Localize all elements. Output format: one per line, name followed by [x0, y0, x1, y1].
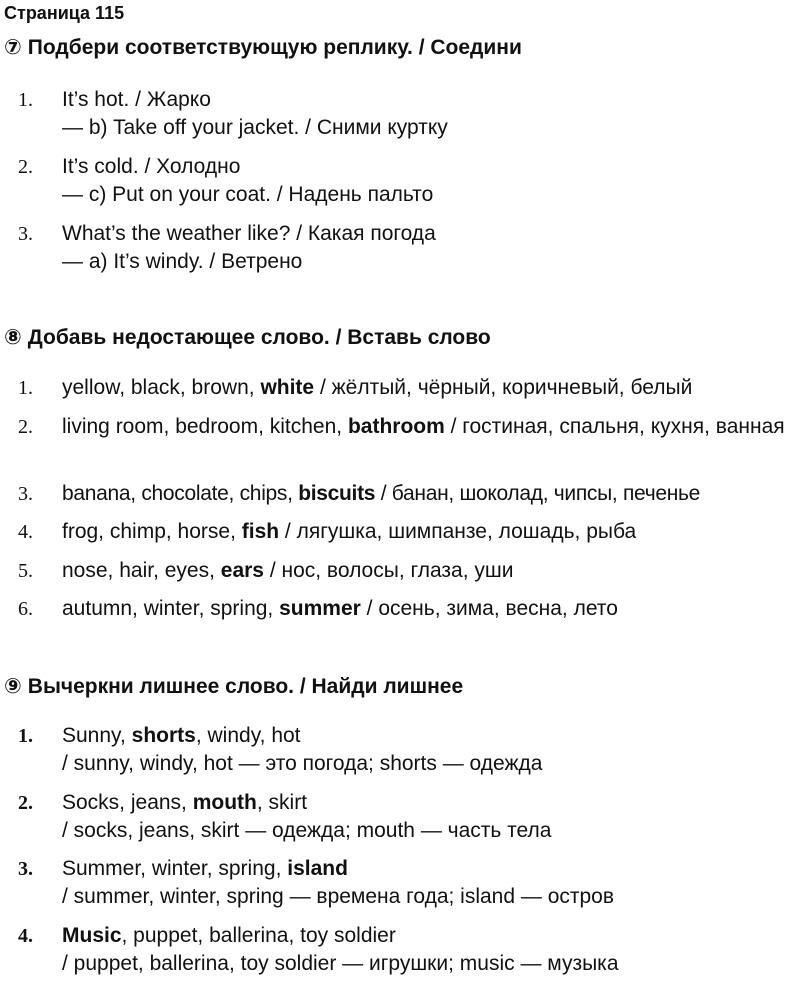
- list-item: [62, 480, 800, 508]
- list-item: [62, 922, 800, 978]
- odd-word: Music: [62, 924, 122, 947]
- list-item: [62, 153, 800, 209]
- answer-word: summer: [279, 597, 361, 620]
- item-text: Sunny,: [62, 724, 132, 747]
- answer-word: biscuits: [298, 482, 376, 505]
- odd-word: mouth: [192, 791, 257, 814]
- item-text: Socks, jeans,: [62, 791, 193, 814]
- item-marker: 4.: [18, 521, 33, 543]
- item-translation: / нос, волосы, глаза, уши: [263, 559, 514, 582]
- section-9-heading: [4, 674, 463, 699]
- list-item: [62, 789, 800, 845]
- item-marker: 1.: [18, 89, 33, 111]
- list-item: [62, 722, 800, 778]
- section-title: Добавь недостающее слово. / Вставь слово: [27, 326, 491, 349]
- section-title: Вычеркни лишнее слово. / Найди лишнее: [27, 675, 464, 698]
- list-item: [62, 374, 800, 402]
- item-text-rest: , windy, hot: [195, 724, 301, 747]
- answer-word: white: [260, 376, 315, 399]
- item-answer: — b) Take off your jacket. / Сними куртку: [62, 116, 448, 139]
- list-item: [62, 518, 800, 546]
- item-explanation: / socks, jeans, skirt — одежда; mouth — часть тела: [62, 819, 552, 842]
- item-text: frog, chimp, horse,: [62, 520, 242, 543]
- odd-word: island: [287, 857, 348, 880]
- answer-word: bathroom: [347, 415, 445, 438]
- item-text: Summer, winter, spring,: [62, 857, 288, 880]
- list-item: [62, 595, 800, 623]
- item-translation: / гостиная, спальня, кухня, ванная: [444, 415, 785, 438]
- list-item: [62, 86, 800, 142]
- section-7-heading: [4, 35, 522, 60]
- list-item: [62, 557, 800, 585]
- odd-word: shorts: [131, 724, 196, 747]
- item-marker: 4.: [18, 925, 33, 947]
- item-marker: 2.: [18, 792, 33, 814]
- item-text: autumn, winter, spring,: [62, 597, 280, 620]
- section-title: Подбери соответствующую реплику. / Соедини: [27, 36, 522, 59]
- item-marker: 5.: [18, 560, 33, 582]
- item-explanation: / sunny, windy, hot — это погода; shorts — одежда: [62, 752, 543, 775]
- item-answer: — a) It’s windy. / Ветрено: [62, 250, 303, 273]
- item-explanation: / puppet, ballerina, toy soldier — игрушки; music — музыка: [62, 952, 619, 975]
- item-line: It’s hot. / Жарко: [62, 88, 211, 111]
- item-text-rest: , puppet, ballerina, toy soldier: [121, 924, 396, 947]
- section-number: ⑦: [4, 36, 22, 59]
- page-label: Страница 115: [4, 3, 125, 23]
- item-text: banana, chocolate, chips,: [62, 482, 299, 505]
- item-marker: 1.: [18, 377, 33, 399]
- item-marker: 1.: [18, 725, 33, 747]
- item-answer: — c) Put on your coat. / Надень пальто: [62, 183, 434, 206]
- item-text-rest: , skirt: [256, 791, 308, 814]
- item-marker: 2.: [18, 416, 33, 438]
- item-marker: 6.: [18, 598, 33, 620]
- item-line: What’s the weather like? / Какая погода: [62, 222, 436, 245]
- list-item: [62, 220, 800, 276]
- item-explanation: / summer, winter, spring — времена года; island — остров: [62, 885, 615, 908]
- answer-word: ears: [220, 559, 264, 582]
- item-text: living room, bedroom, kitchen,: [62, 415, 348, 438]
- item-translation: / осень, зима, весна, лето: [360, 597, 618, 620]
- item-text: nose, hair, eyes,: [62, 559, 221, 582]
- section-number: ⑨: [4, 675, 22, 698]
- item-line: It’s cold. / Холодно: [62, 155, 241, 178]
- section-8-heading: [4, 325, 491, 350]
- item-marker: 2.: [18, 156, 33, 178]
- item-translation: / банан, шоколад, чипсы, печенье: [375, 482, 701, 505]
- item-translation: / лягушка, шимпанзе, лошадь, рыба: [279, 520, 637, 543]
- item-marker: 3.: [18, 858, 33, 880]
- section-number: ⑧: [4, 326, 22, 349]
- item-translation: / жёлтый, чёрный, коричневый, белый: [314, 376, 693, 399]
- list-item: [62, 413, 788, 441]
- list-item: [62, 855, 800, 911]
- item-text: yellow, black, brown,: [62, 376, 261, 399]
- item-marker: 3.: [18, 483, 33, 505]
- answer-word: fish: [241, 520, 280, 543]
- item-marker: 3.: [18, 223, 33, 245]
